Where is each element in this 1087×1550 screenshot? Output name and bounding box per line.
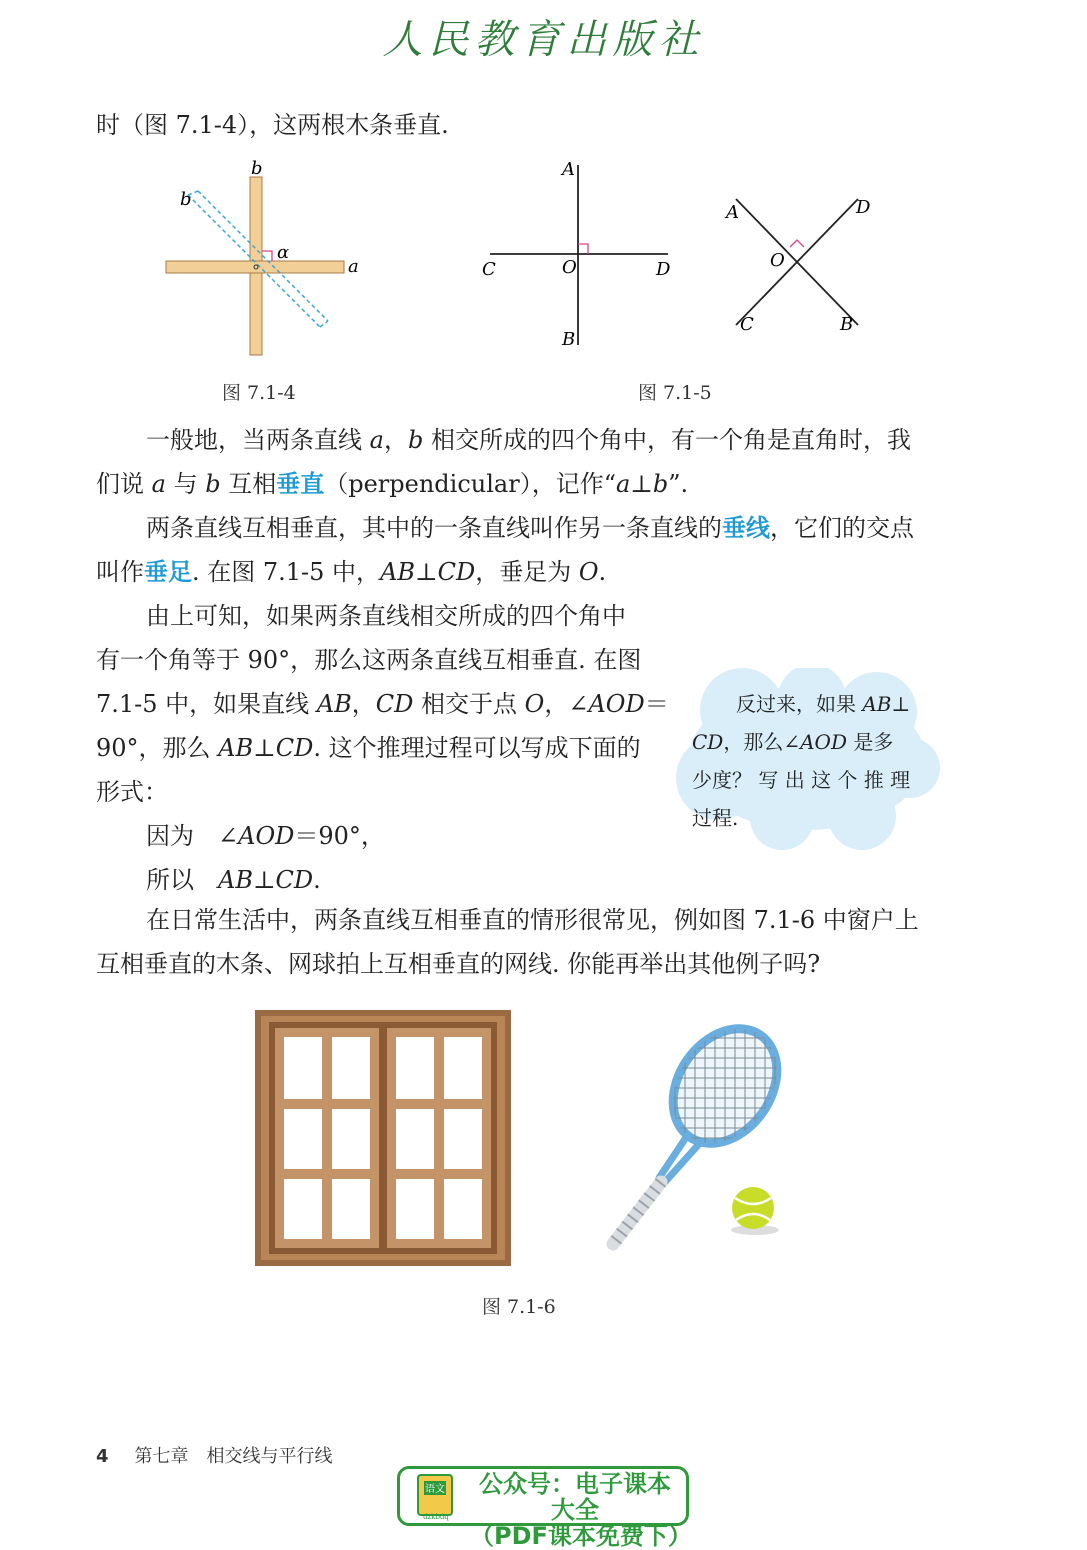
text: 们说 (96, 470, 152, 498)
label-b-top: b (251, 158, 263, 179)
therefore-line (146, 858, 321, 902)
bubble-line-4: 过程. (692, 806, 739, 830)
right-angle-mark (790, 240, 804, 247)
book-icon (414, 1473, 460, 1521)
watermark-line-1: 公众号：电子课本大全 (479, 1470, 671, 1524)
icon-label: 语文 (425, 1484, 445, 1495)
text: ， (383, 426, 408, 454)
text: 因为 (146, 822, 218, 850)
text: ＝90°， (294, 822, 385, 850)
text: 90°，那么 (96, 734, 219, 762)
math: ∠AOD (783, 730, 847, 754)
bubble-line-3: 少度？ 写 出 这 个 推 理 (692, 768, 911, 792)
window-image (255, 1010, 511, 1266)
label-D: D (856, 197, 871, 218)
math: AB⊥ (862, 692, 911, 716)
tennis-ball (731, 1187, 779, 1235)
label-C: C (482, 259, 496, 280)
text: . 在图 7.1-5 中， (192, 558, 381, 586)
label-A: A (562, 159, 575, 180)
text: ， (544, 690, 569, 718)
right-sash (387, 1028, 491, 1248)
text: . 这个推理过程可以写成下面的 (313, 734, 641, 762)
right-angle-mark (578, 244, 588, 254)
text: ， (351, 690, 376, 718)
figure-7-1-4-caption: 图 7.1-4 (222, 382, 296, 404)
label-O: O (770, 250, 785, 271)
watermark-text (470, 1470, 692, 1550)
paragraph-1-line-2 (96, 462, 688, 506)
paragraph-2-line-2 (96, 550, 606, 594)
math: ∠AOD (568, 690, 645, 718)
paragraph-2-line-1 (146, 506, 914, 550)
math: AB⊥CD (380, 558, 476, 586)
math: CD (692, 730, 724, 754)
label-A: A (726, 202, 739, 223)
math: a (369, 426, 384, 454)
text: ，垂足为 (475, 558, 579, 586)
paragraph-3-line-1: 由上可知，如果两条直线相交所成的四个角中 (146, 602, 626, 630)
figure-7-1-4 (150, 155, 380, 365)
text: ，它们的交点 (770, 514, 914, 542)
bubble-line-1 (736, 685, 910, 723)
icon-sub-label: dzkbdq (423, 1513, 449, 1521)
math: CD (375, 690, 414, 718)
label-a: a (348, 256, 359, 277)
text: 一般地，当两条直线 (146, 426, 370, 454)
watermark-line-2: （PDF课本免费下） (470, 1522, 692, 1550)
text: 所以 (146, 866, 218, 894)
left-sash (275, 1028, 379, 1248)
figure-7-1-5-perpendicular (478, 155, 688, 355)
math: b (205, 470, 221, 498)
text: 是多 (846, 730, 894, 754)
paragraph-4-line-1: 在日常生活中，两条直线互相垂直的情形很常见，例如图 7.1-6 中窗户上 (146, 906, 919, 934)
paragraph-3-line-4 (96, 726, 641, 770)
text-line-intro: 时（图 7.1-4），这两根木条垂直. (96, 111, 449, 139)
label-B: B (840, 314, 854, 335)
keyword-perpendicular-line: 垂线 (722, 513, 770, 542)
label-O: O (562, 257, 577, 278)
figure-7-1-5-caption: 图 7.1-5 (638, 382, 712, 404)
math: a (151, 470, 166, 498)
text: （perpendicular），记作“ (324, 470, 616, 498)
keyword-perpendicular: 垂直 (276, 469, 325, 498)
paragraph-3-line-5: 形式： (96, 778, 168, 806)
text: 与 (165, 470, 206, 498)
paragraph-4-line-2: 互相垂直的木条、网球拍上互相垂直的网线. 你能再举出其他例子吗? (96, 950, 821, 978)
figure-7-1-6-caption: 图 7.1-6 (482, 1296, 556, 1318)
because-line (146, 814, 385, 858)
keyword-foot-of-perpendicular: 垂足 (144, 557, 192, 586)
text: 叫作 (96, 558, 144, 586)
label-D: D (656, 259, 671, 280)
text: . (598, 558, 607, 586)
figure-7-1-5-crossing (718, 185, 888, 345)
label-b-slant: b (180, 189, 192, 210)
math: a⊥b (615, 470, 669, 498)
label-B: B (562, 329, 576, 350)
text: ＝ (644, 690, 669, 718)
math: AB (316, 690, 352, 718)
tennis-racket-image (595, 1018, 805, 1258)
math: ∠AOD (218, 822, 295, 850)
text: ，那么 (723, 730, 784, 754)
math: O (524, 690, 545, 718)
page-number: 4 (96, 1446, 109, 1467)
text: ”. (668, 470, 689, 498)
math: AB⊥CD (218, 734, 314, 762)
page-footer (96, 1442, 333, 1468)
text: 互相 (220, 470, 277, 498)
paragraph-3-line-2: 有一个角等于 90°，那么这两条直线互相垂直. 在图 (96, 646, 642, 674)
paragraph-1-line-1 (146, 418, 911, 462)
watermark-banner (397, 1466, 692, 1550)
math: b (407, 426, 424, 454)
text: . (313, 866, 321, 894)
text: 相交所成的四个角中，有一个角是直角时，我 (423, 426, 911, 454)
publisher-header: 人民教育出版社 (382, 17, 705, 63)
text: 相交于点 (413, 690, 525, 718)
math: O (578, 558, 599, 586)
text: 两条直线互相垂直，其中的一条直线叫作另一条直线的 (146, 514, 722, 542)
bubble-line-2 (692, 723, 893, 761)
chapter-title: 第七章 相交线与平行线 (134, 1446, 333, 1467)
label-C: C (740, 314, 754, 335)
label-alpha: α (277, 242, 290, 263)
paragraph-3-line-3 (96, 682, 669, 726)
text: 反过来，如果 (736, 692, 863, 716)
horizontal-wood-strip (166, 261, 344, 273)
math: AB⊥CD (218, 866, 314, 894)
text: 7.1-5 中，如果直线 (96, 690, 317, 718)
